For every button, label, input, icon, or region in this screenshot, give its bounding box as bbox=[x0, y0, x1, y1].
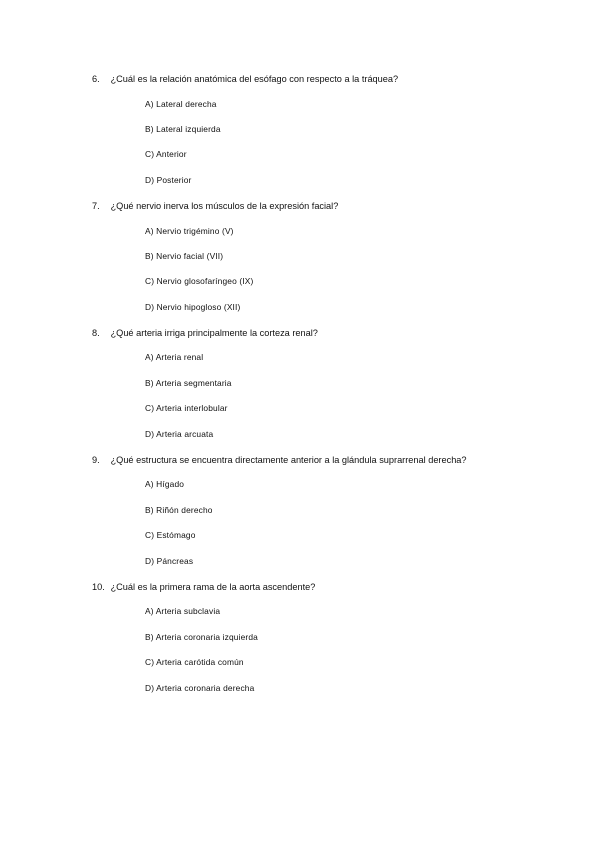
answer-option: B) Nervio facial (VII) bbox=[145, 251, 224, 261]
question-text: ¿Cuál es la primera rama de la aorta ascendente? bbox=[110, 582, 316, 592]
answer-option: C) Nervio glosofaríngeo (IX) bbox=[145, 276, 254, 286]
question-9 bbox=[92, 454, 572, 466]
answer-option: D) Arteria arcuata bbox=[145, 429, 214, 439]
answer-option: D) Nervio hipogloso (XII) bbox=[145, 302, 241, 312]
answer-option: C) Estómago bbox=[145, 530, 196, 540]
question-8 bbox=[92, 327, 572, 339]
answer-option: B) Arteria coronaria izquierda bbox=[145, 632, 258, 642]
answer-option: A) Nervio trigémino (V) bbox=[145, 226, 234, 236]
question-number: 8. bbox=[92, 328, 100, 338]
question-text: ¿Qué arteria irriga principalmente la corteza renal? bbox=[110, 328, 318, 338]
question-number: 9. bbox=[92, 455, 100, 465]
answer-option: C) Anterior bbox=[145, 149, 187, 159]
question-6 bbox=[92, 73, 572, 85]
answer-option: D) Páncreas bbox=[145, 556, 194, 566]
answer-option: B) Arteria segmentaria bbox=[145, 378, 232, 388]
answer-option: C) Arteria interlobular bbox=[145, 403, 228, 413]
question-text: ¿Cuál es la relación anatómica del esófago con respecto a la tráquea? bbox=[110, 74, 399, 84]
question-10 bbox=[92, 581, 572, 593]
answer-option: A) Arteria renal bbox=[145, 352, 204, 362]
answer-option: D) Posterior bbox=[145, 175, 192, 185]
question-number: 6. bbox=[92, 74, 100, 84]
answer-option: D) Arteria coronaria derecha bbox=[145, 683, 255, 693]
question-number: 10. bbox=[92, 582, 105, 592]
answer-option: C) Arteria carótida común bbox=[145, 657, 244, 667]
answer-option: A) Arteria subclavia bbox=[145, 606, 221, 616]
question-text: ¿Qué estructura se encuentra directamente anterior a la glándula suprarrenal derecha? bbox=[110, 455, 467, 465]
question-7 bbox=[92, 200, 572, 212]
question-number: 7. bbox=[92, 201, 100, 211]
question-text: ¿Qué nervio inerva los músculos de la expresión facial? bbox=[110, 201, 339, 211]
answer-option: B) Lateral izquierda bbox=[145, 124, 221, 134]
answer-option: A) Hígado bbox=[145, 479, 185, 489]
answer-option: B) Riñón derecho bbox=[145, 505, 213, 515]
answer-option: A) Lateral derecha bbox=[145, 99, 217, 109]
